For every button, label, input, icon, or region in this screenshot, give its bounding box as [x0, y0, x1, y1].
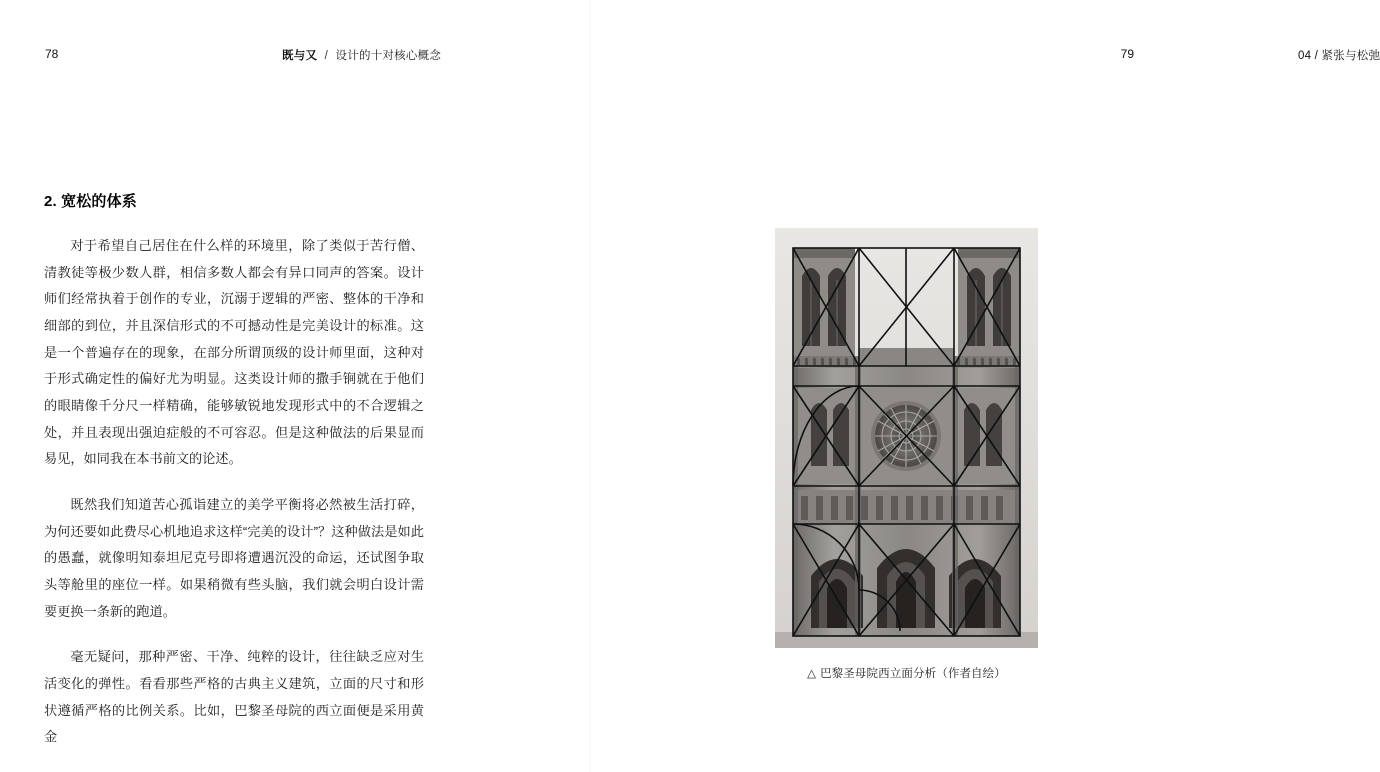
running-head-left: [282, 47, 441, 63]
section-title: 2. 宽松的体系: [44, 193, 137, 210]
figure-caption: [775, 665, 1038, 681]
body-paragraph: 既然我们知道苦心孤诣建立的美学平衡将必然被生活打碎，为何还要如此费尽心机地追求这样“完美的设计”？这种做法是如此的愚蠢，就像明知泰坦尼克号即将遭遇沉没的命运，还试图争取头等舱里的座位一样。如果稍微有些头脑，我们就会明白设计需要更换一条新的跑道。: [44, 496, 424, 619]
figure-caption-text: 巴黎圣母院西立面分析（作者自绘）: [820, 668, 1006, 680]
left-page: [0, 0, 590, 772]
body-text-column: [44, 190, 424, 751]
body-paragraph: 对于希望自己居住在什么样的环境里，除了类似于苦行僧、清教徒等极少数人群，相信多数人都会有异口同声的答案。设计师们经常执着于创作的专业，沉溺于逻辑的严密、整体的干净和细部的到位，并且深信形式的不可撼动性是完美设计的标准。这是一个普遍存在的现象，在部分所谓顶级的设计师里面，这种对于形式确定性的偏好尤为明显。这类设计师的撒手锏就在于他们的眼睛像千分尺一样精确，能够敏锐地发现形式中的不合逻辑之处，并且表现出强迫症般的不可容忍。但是这种做法的后果显而易见，如同我在本书前文的论述。: [44, 238, 424, 467]
page-number-left: 78: [45, 47, 59, 61]
body-paragraph: 毫无疑问，那种严密、干净、纯粹的设计，往往缺乏应对生活变化的弹性。看看那些严格的古典主义建筑，立面的尺寸和形状遵循严格的比例关系。比如，巴黎圣母院的西立面便是采用黄金: [44, 649, 424, 745]
notre-dame-west-facade-icon: [775, 228, 1038, 648]
triangle-marker-icon: △: [807, 668, 817, 680]
running-head-subtitle: 设计的十对核心概念: [335, 50, 442, 62]
figure-image: [775, 228, 1038, 648]
running-head-right: 04 / 紧张与松弛: [1298, 50, 1380, 62]
figure-notre-dame: [775, 228, 1038, 681]
running-head-book-title: 既与又: [282, 50, 318, 62]
right-page: [590, 0, 1380, 772]
page-number-right: 79: [1120, 47, 1134, 61]
running-head-separator: /: [324, 50, 329, 62]
